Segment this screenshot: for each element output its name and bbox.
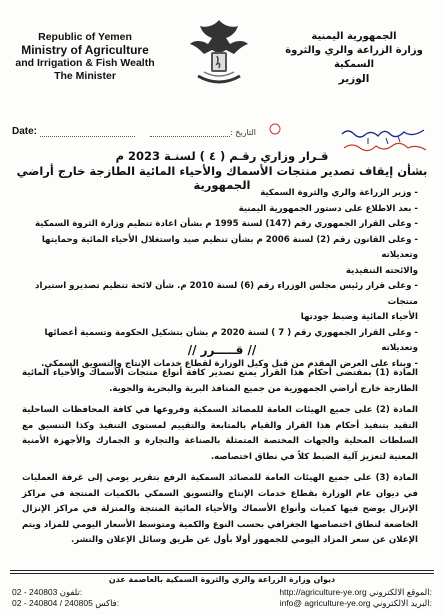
article-label: المادة (3): [375, 473, 418, 483]
decree-subject: بشأن إيقاف تصدير منتجات الأسماك والأحياء المائية الطازجة خارج أراضي الجمهورية: [16, 164, 428, 192]
article-text: على جميع الهيئات العامة للمصائد السمكية الرفع بتقرير يومي إلى غرفة العمليات في ديوان عام الوزارة بقطاع خدمات الإنتاج والتسويق السمكي بالكميات المنتجة في مراكز الإنزال يوضح فيها كميات وأنواع الأسماك والأحياء المائية المنتجة والمنزلة في مراكز الإنزال الخاضعة لنطاق اختصاصها الجغرافي بحسب النوع والكمية ومتوسط الأسعار اليومي للمزاد ويتم الإعلان عن سعر المزاد اليومي للجمهور أولا بأول عن طريق وسائل الإعلان والنشر.: [22, 473, 418, 545]
decree-heading: // قـــــرر //: [187, 343, 257, 357]
fax-number: 02 - 240804 / 240805: [12, 598, 93, 608]
preamble-item: والائحته التنفيذية: [345, 265, 418, 276]
email-row: [279, 598, 432, 609]
preamble-item: - بعد الاطلاع على دستور الجمهورية اليمنية: [238, 203, 418, 214]
preamble-item: - وعلى القرار الجمهوري رقم (147) لسنة 1995 م بشأن اعادة تنظيم وزارة الثروة السمكية: [34, 219, 418, 229]
date-label-en: Date:: [12, 126, 38, 137]
ministry-name-en: Ministry of Agriculture: [21, 43, 149, 57]
article-label: المادة (1): [375, 368, 418, 378]
country-name-ar: الجمهورية اليمنية: [311, 31, 397, 42]
date-label-ar: التاريخ :: [230, 128, 257, 137]
ministry-name-ar: وزارة الزراعة والري والثروة السمكية: [285, 45, 423, 70]
country-name-en: Republic of Yemen: [38, 31, 132, 43]
minister-title-en: The Minister: [54, 70, 116, 82]
preamble-item: الأحياء المائية وضبط جودتها: [300, 312, 418, 322]
header-arabic: [274, 30, 434, 86]
preamble-item: - وزير الزراعة والري والثروة السمكية: [260, 188, 418, 198]
email-link[interactable]: info@ agriculture-ye.org: [279, 598, 371, 608]
footer-divider-thin: [10, 573, 434, 574]
website-label: الموقع الالكتروني:: [369, 587, 432, 597]
website-row: [279, 587, 432, 598]
footer-divider: [10, 570, 434, 571]
date-field-en: [12, 126, 135, 137]
footer-ministry-address: ديوان وزارة الزراعة والري والثروة السمكية بالعاصمة عدن: [108, 575, 336, 584]
article-item: [22, 366, 418, 397]
footer-contacts-web: [279, 587, 432, 609]
article-text: بمقتضى أحكام هذا القرار يمنع تصدير كافة أنواع منتجات الأسماك والأحياء المائية الطازجة خارج أراضي الجمهورية من جميع المنافذ البرية والبحرية والجوية.: [22, 368, 418, 394]
article-item: [22, 471, 418, 549]
phone-row: [12, 587, 119, 598]
article-item: [22, 403, 418, 465]
article-text: على جميع الهيئات العامة للمصائد السمكية وفروعها في كافة المحافظات الساحلية التقيد بتنفيذ أحكام هذا القرار والقيام بالمتابعة والتقييم لمستوى التنفيذ وكذا التنسيق مع السلطات المحلية والجهات المختصة المتمثلة بالصناعة والتجارة و الجمارك والأجهزة الأمنية المعنية لتعزيز آلية الضبط كلاً في نطاق اختصاصه.: [22, 405, 418, 462]
yemen-emblem-icon: [184, 14, 254, 94]
phone-number: 02 - 240803: [12, 587, 58, 597]
preamble-item: - وبناء على العرض المقدم من قبل وكيل الوزارة لقطاع خدمات الإنتاج والتسويق السمكي.: [41, 358, 418, 369]
date-blank-line-ar: [150, 128, 230, 137]
fax-label: فاكس:: [95, 598, 120, 608]
footer-contacts-phone: [12, 587, 119, 609]
header-english: [10, 31, 160, 83]
articles-list: [22, 366, 418, 555]
phone-label: تلفون:: [59, 587, 83, 597]
preamble-item: - وعلى القانون رقم (2) لسنة 2006 م بشأن تنظيم صيد واستغلال الأحياء المائية وحمايتها وتعديلاته: [41, 234, 418, 260]
stamp-mark-icon: [268, 122, 282, 136]
date-field-ar: [150, 128, 256, 137]
date-blank-line: [40, 126, 135, 137]
website-link[interactable]: http://agriculture-ye.org: [279, 587, 367, 597]
fax-row: [12, 598, 119, 609]
article-label: المادة (2): [375, 405, 418, 415]
email-label: البريد الالكتروني:: [372, 598, 432, 608]
preamble-item: - وعلى قرار رئيس مجلس الوزراء رقم (6) لسنة 2010 م. شأن لائحة تنظيم تصديرو استيراد منتجات: [35, 281, 418, 307]
preamble-item: - وعلى القرار الجمهوري رقم ( 7 ) لسنة 2020 م بشأن بتشكيل الحكومة وتسمية أعضائها وتعديلاته: [44, 327, 418, 353]
decree-title: قـرار وزاري رقـم ( ٤ ) لسنـة 2023 م: [115, 149, 329, 163]
ministry-subtitle-en: and Irrigation & Fish Wealth: [15, 57, 155, 69]
minister-title-ar: الوزير: [338, 73, 370, 85]
